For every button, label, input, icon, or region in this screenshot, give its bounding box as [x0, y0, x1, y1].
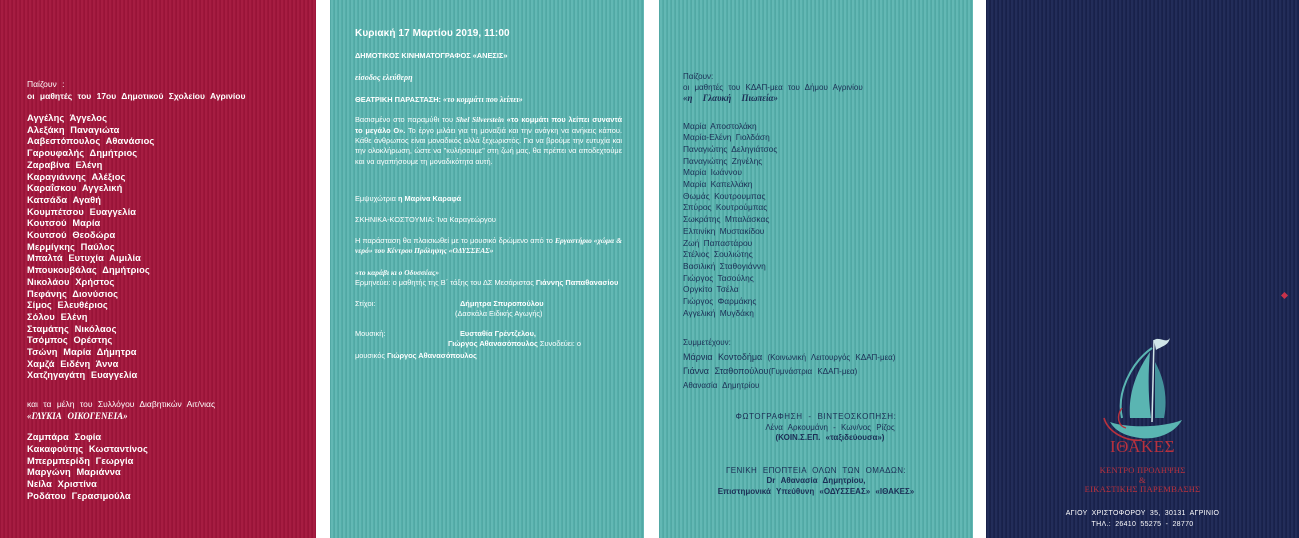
- play-title: «το κομμάτι που λείπει»: [443, 94, 523, 104]
- event-date: Κυριακή 17 Μαρτίου 2019, 11:00: [355, 28, 510, 39]
- school-student-name: Κουμπέτσου Ευαγγελία: [27, 206, 137, 217]
- music-name-2: Γιώργος Αθανασόπουλος: [448, 338, 538, 348]
- kdap-student-name: Γιώργος Τασούλης: [683, 272, 754, 283]
- supervision-label: ΓΕΝΙΚΗ ΕΠΟΠΤΕΙΑ ΟΛΩΝ ΤΩΝ ΟΜΑΔΩΝ:: [725, 465, 907, 475]
- school-student-name: Αλεξάκη Παναγιώτα: [27, 124, 120, 135]
- animator-name: η Μαρίνα Καραφά: [397, 194, 462, 204]
- school-student-list: [27, 113, 316, 382]
- supervision-role: Επιστημονικά Υπεύθυνη «ΟΔΥΣΣΕΑΣ» «ΙΘΑΚΕΣ»: [717, 486, 915, 496]
- kdap-student-name: Στέλιος Σουλιώτης: [683, 249, 753, 260]
- kdap-student-name: Σωκράτης Μπαλάσκας: [683, 214, 770, 225]
- music-intro: [355, 236, 622, 257]
- kdap-student-name: Γιώργος Φαρμάκης: [683, 296, 757, 307]
- club-name: «ΓΛΥΚΙΑ ΟΙΚΟΓΕΝΕΙΑ»: [27, 410, 128, 421]
- supervision-name: Dr Αθανασία Δημητρίου,: [766, 476, 866, 486]
- school-student-name: Σίμος Ελευθέριος: [27, 300, 108, 311]
- boat-title: «το καράβι κι ο Οδυσσέας»: [355, 267, 440, 277]
- school-student-name: Χαμζά Ειδένη Άννα: [27, 358, 119, 369]
- music-name-1: Ευσταθία Γρέντζελου,: [460, 328, 536, 338]
- participant-1: [683, 352, 973, 364]
- lyrics-label: Στίχοι:: [355, 298, 376, 308]
- cast-intro: [27, 78, 316, 102]
- music-accomp: Συνοδεύει: ο: [537, 338, 581, 348]
- cast-intro-school: οι μαθητές του 17ου Δημοτικού Σχολείου Αγρινίου: [27, 91, 246, 101]
- org-contact: [986, 508, 1299, 530]
- photo-org: (ΚΟΙΝ.Σ.ΕΠ. «ταξιδεύουσα»): [775, 433, 885, 443]
- play-label: ΘΕΑΤΡΙΚΗ ΠΑΡΑΣΤΑΣΗ:: [355, 94, 444, 104]
- performer-pre: Ερμηνεύει: ο μαθητής της Β΄ τάξης του ΔΣ Μεσάριστας: [355, 278, 536, 288]
- animator-pre: Εμψυχώτρια: [355, 194, 398, 204]
- photo-credits: [683, 412, 973, 444]
- play-description: [355, 115, 622, 167]
- org-subtitle: [986, 466, 1299, 495]
- musician-pre: μουσικός: [355, 351, 387, 361]
- event-venue: ΔΗΜΟΤΙΚΟΣ ΚΙΝΗΜΑΤΟΓΡΑΦΟΣ «ΑΝΕΣΙΣ»: [355, 51, 508, 60]
- kdap-group-name: «η Γλαυκή Πιωπεία»: [683, 93, 778, 103]
- desc-author: Shel Silverstein: [455, 115, 504, 125]
- desc-pre: Βασισμένο στο παραμύθι του: [355, 115, 456, 125]
- musician-name: Γιώργος Αθανασόπουλος: [386, 351, 477, 361]
- participant-2: [683, 366, 973, 378]
- music-row: [355, 329, 622, 350]
- panel-cast-school: [0, 0, 316, 538]
- kdap-student-name: Μαρία-Ελένη Γιολδάση: [683, 132, 770, 143]
- participant-2-role: (Γυμνάστρια ΚΔΑΠ-μεα): [768, 367, 858, 377]
- musician-line: [355, 351, 622, 361]
- kdap-student-name: Αγγελική Μυγδάκη: [683, 307, 754, 318]
- club-member-name: Μπερμπερίδη Γεωργία: [27, 455, 134, 466]
- club-member-name: Νείλα Χριστίνα: [27, 478, 97, 489]
- kdap-student-name: Σπύρος Κουτρούμπας: [683, 202, 768, 213]
- org-phone: ΤΗΛ.: 26410 55275 - 28770: [1091, 521, 1194, 528]
- lyrics-name: Δήμητρα Σπυροπούλου: [460, 298, 544, 308]
- lyrics-role: (Δασκάλα Ειδικής Αγωγής): [455, 309, 543, 319]
- panel-event-info: [330, 0, 644, 538]
- kdap-student-name: Βασιλική Σταθογιάννη: [683, 260, 766, 271]
- kdap-student-name: Παναγιώτης Δεληγιάτσος: [683, 143, 778, 154]
- desc-rest: Το έργο μιλάει για τη μοναξιά και την ανάγκη να ανήκεις κάπου. Κάθε άνθρωπος είναι μοναδικός αλλά ξεχωριστός. Για να βρούμε την ευτυχία και την ολοκλήρωση, ώστε να "κυλήσουμε" στη ζωή μας, θα πρέπει να αποδεχτούμε και να αγαπήσουμε τη μοναδικότητα αυτή.: [355, 125, 623, 166]
- school-student-name: Γαρουφαλής Δημήτριος: [27, 148, 138, 159]
- kdap-student-list: [683, 121, 973, 320]
- participants-label: Συμμετέχουν:: [683, 338, 731, 348]
- kdap-student-name: Παναγιώτης Ζηνέλης: [683, 155, 763, 166]
- participant-2-name: Γιάννα Σταθοπούλου: [683, 366, 769, 377]
- performer-line: [355, 278, 622, 288]
- event-entry: είσοδος ελεύθερη: [355, 73, 413, 83]
- sets-costumes: ΣΚΗΝΙΚΑ-ΚΟΣΤΟΥΜΙΑ: Ίνα Καραγεώργου: [355, 214, 496, 224]
- animator-line: [355, 194, 622, 204]
- photo-names: Λένα Αρκουμάνη - Κων/νος Ρίζος: [765, 422, 895, 432]
- kdap-student-name: Ζωή Παπαστάρου: [683, 237, 753, 248]
- lyrics-row: [355, 299, 622, 320]
- music-work: Εργαστήριο «χώμα & νερό» του Κέντρου Πρόληψης «ΟΔΥΣΣΕΑΣ»: [355, 236, 622, 256]
- kdap-student-name: Θωμάς Κουτρουμπας: [683, 190, 766, 201]
- kdap-student-name: Μαρία Καπελλάκη: [683, 179, 753, 190]
- club-line: και τα μέλη του Συλλόγου Διαβητικών Αιτ/νιας: [27, 399, 216, 410]
- photo-label: ΦΩΤΟΓΡΑΦΗΣΗ - ΒΙΝΤΕΟΣΚΟΠΗΣΗ:: [735, 412, 897, 422]
- music-label: Μουσική:: [355, 328, 386, 338]
- school-student-name: Κουτσού Μαρία: [27, 218, 101, 229]
- panel-cover: [986, 0, 1299, 538]
- performer-name: Γιάννης Παπαθανασίου: [535, 278, 619, 288]
- club-member-name: Κακαφούτης Κωσταντίνος: [27, 443, 148, 454]
- kdap-student-name: Οργκίτο Τσέλα: [683, 284, 739, 295]
- participant-1-role: (Κοινωνική Λειτουργός ΚΔΑΠ-μεα): [762, 352, 896, 362]
- org-address: ΑΓΙΟΥ ΧΡΙΣΤΟΦΟΡΟΥ 35, 30131 ΑΓΡΙΝΙΟ: [1065, 510, 1220, 517]
- desc-bold: «το κομμάτι που λείπει συναντά το μεγάλο Ο».: [355, 115, 622, 135]
- school-student-name: Χατζηγαγάτη Ευαγγελία: [27, 370, 138, 381]
- school-student-name: Νικολάου Χρήστος: [27, 276, 115, 287]
- school-student-name: Τσώνη Μαρία Δήμητρα: [27, 347, 137, 358]
- club-member-name: Ζαμπάρα Σοφία: [27, 432, 102, 443]
- kdap-student-name: Ελπινίκη Μυστακίδου: [683, 225, 765, 236]
- cast-intro-label: Παίζουν :: [27, 79, 65, 89]
- kdap-student-name: Μαρία Ιωάννου: [683, 167, 742, 178]
- org-subtitle-3: ΕΙΚΑΣΤΙΚΗΣ ΠΑΡΕΜΒΑΣΗΣ: [1084, 484, 1201, 494]
- kdap-student-name: Μαρία Αποστολάκη: [683, 120, 757, 131]
- participant-1-name: Μάρνια Κοντοδήμα: [683, 351, 763, 362]
- school-student-name: Τσόμπος Ορέστης: [27, 335, 113, 346]
- panel-cast-kdap: [659, 0, 973, 538]
- club-member-name: Ροδάτου Γερασιμούλα: [27, 490, 131, 501]
- club-intro: [27, 399, 316, 422]
- org-subtitle-2: &: [1139, 474, 1146, 485]
- participant-3-name: Αθανασία Δημητρίου: [683, 380, 760, 390]
- school-student-name: Πεφάνης Διονύσιος: [27, 288, 119, 299]
- school-student-name: Σταμάτης Νικόλαος: [27, 323, 117, 334]
- club-member-list: [27, 432, 316, 502]
- school-student-name: Καραΐσκου Αγγελική: [27, 183, 123, 194]
- play-heading: [355, 95, 622, 105]
- org-logo-name: ΙΘΑΚΕΣ: [1110, 437, 1175, 456]
- school-student-name: Μπαλτά Ευτυχία Αιμιλία: [27, 253, 141, 264]
- school-student-name: Μερμίγκης Παύλος: [27, 241, 115, 252]
- school-student-name: Αγγέλης Άγγελος: [27, 113, 108, 123]
- club-member-name: Μαργώνη Μαριάννα: [27, 467, 121, 478]
- school-student-name: Ζαραβίνα Ελένη: [27, 159, 103, 170]
- school-student-name: Κατσάδα Αγαθή: [27, 194, 102, 205]
- org-subtitle-1: ΚΕΝΤΡΟ ΠΡΟΛΗΨΗΣ: [1099, 465, 1186, 475]
- school-student-name: Μπουκουβάλας Δημήτριος: [27, 265, 150, 276]
- kdap-intro-line: οι μαθητές του ΚΔΑΠ-μεα του Δήμου Αγρινίου: [683, 82, 863, 92]
- kdap-intro-label: Παίζουν:: [683, 72, 714, 81]
- music-pre: Η παράσταση θα πλαισιωθεί με το μουσικό δρώμενο από το: [355, 236, 556, 246]
- supervision: [683, 466, 973, 498]
- school-student-name: Κουτσού Θεοδώρα: [27, 230, 116, 241]
- diamond-mark: [1281, 292, 1288, 299]
- school-student-name: Καραγιάννης Αλέξιος: [27, 171, 126, 182]
- school-student-name: Ααβεστόπουλος Αθανάσιος: [27, 136, 155, 147]
- school-student-name: Σόλου Ελένη: [27, 311, 88, 322]
